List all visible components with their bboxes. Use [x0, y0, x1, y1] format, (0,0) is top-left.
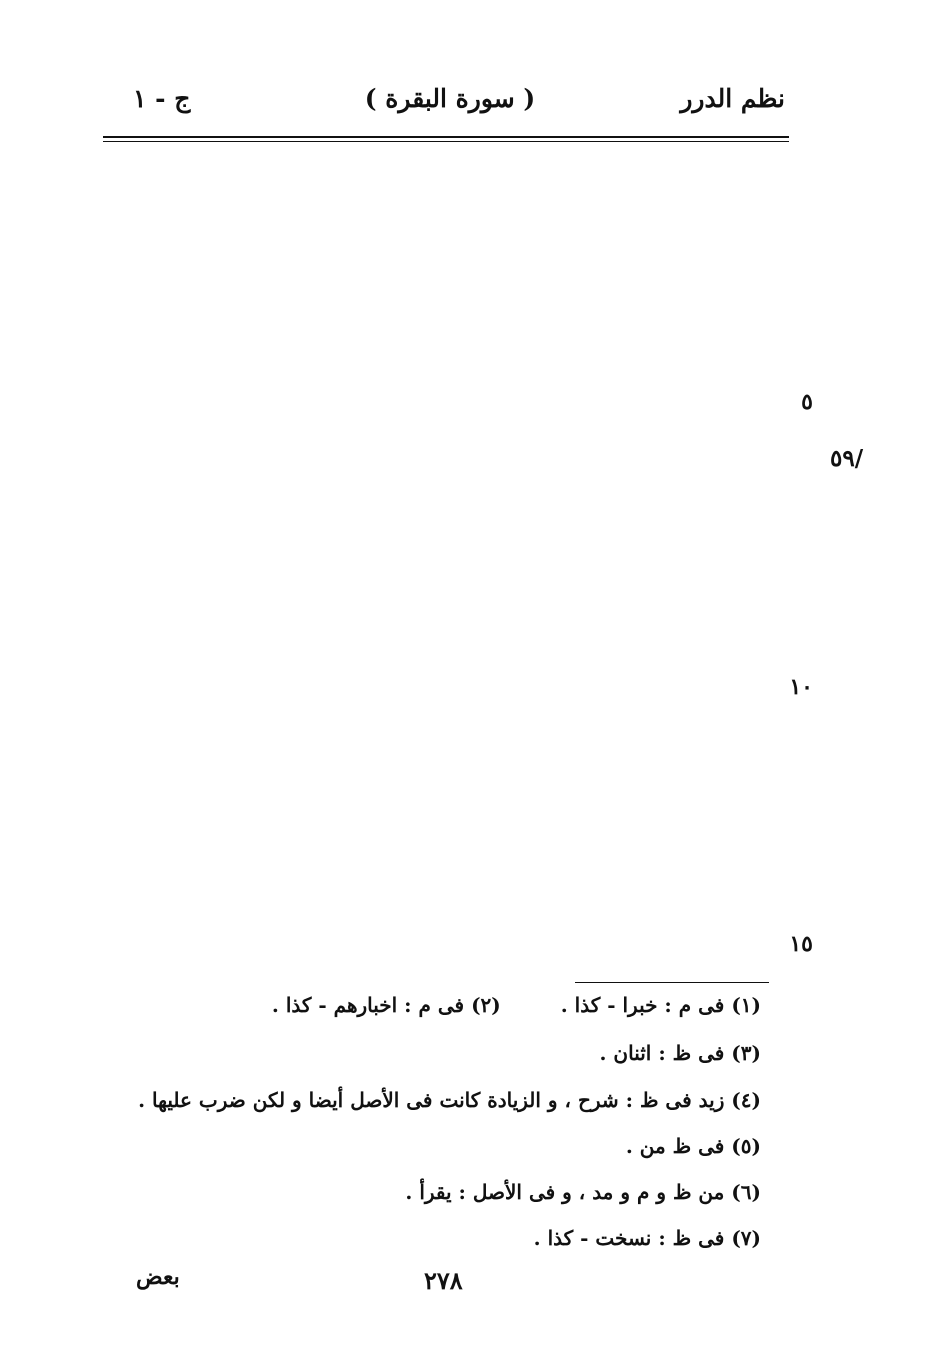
- footnote: (٥) فى ظ من .: [625, 1134, 761, 1158]
- footnote: (٢) فى م : اخبارهم - كذا .: [271, 993, 501, 1017]
- footnote: (٣) فى ظ : اثنان .: [599, 1041, 761, 1065]
- line-number: ٥: [801, 389, 813, 415]
- line-number: ١٠: [789, 674, 813, 700]
- manuscript-folio-marker: /٥٩: [830, 445, 864, 472]
- catchword: بعض: [136, 1264, 180, 1290]
- header-rule-thin: [103, 141, 789, 142]
- running-title: نظم الدرر: [680, 84, 785, 113]
- footnote: (٧) فى ظ : نسخت - كذا .: [533, 1226, 761, 1250]
- header-rule-thick: [103, 136, 789, 138]
- footnote: (١) فى م : خبرا - كذا .: [560, 993, 761, 1017]
- footnote-row: [272, 983, 761, 1027]
- footnote: (٦) من ظ و م و مد ، و فى الأصل : يقرأ .: [405, 1180, 761, 1204]
- volume-indicator: ج - ١: [133, 84, 191, 113]
- surah-title: ( سورة البقرة ): [364, 84, 536, 113]
- footnote: (٤) زيد فى ظ : شرح ، و الزيادة كانت فى الأصل أيضا و لكن ضرب عليها .: [138, 1088, 761, 1112]
- page-header: [115, 84, 785, 124]
- page-number: ٢٧٨: [424, 1266, 463, 1295]
- line-number: ١٥: [789, 931, 813, 957]
